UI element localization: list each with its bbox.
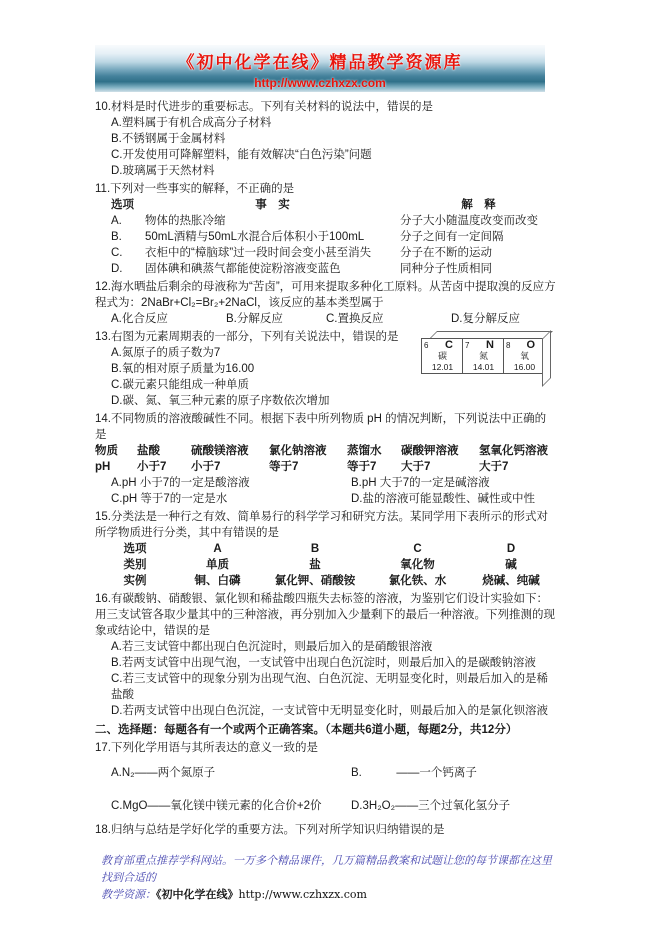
cell: pH <box>95 461 111 473</box>
site-footer <box>95 852 557 903</box>
cell: 氯化铁、水 <box>388 575 447 587</box>
section-2-heading: 二、选择题：每题各有一个或两个正确答案。（本题共6道小题，每题2分，共12分） <box>95 724 518 736</box>
figure-3d-side-face <box>542 330 551 387</box>
header-option: 选项 <box>111 199 134 211</box>
question-17 <box>95 740 557 814</box>
question-14-table <box>95 443 557 475</box>
row-fact: 固体碘和碘蒸气都能使淀粉溶液变蓝色 <box>145 263 341 275</box>
question-11-stem: 11.下列对一些事实的解释，不正确的是 <box>95 183 295 195</box>
question-10-option-b: B.不锈钢属于金属材料 <box>111 133 226 145</box>
question-18-stem: 18.归纳与总结是学好化学的重要方法。下列对所学知识归纳错误的是 <box>95 824 445 836</box>
element-cells <box>421 338 545 374</box>
cell: 选项 <box>123 543 147 555</box>
row-option: A. <box>111 215 122 227</box>
atomic-number: 7 <box>465 341 470 350</box>
cell: 氯化钾、硝酸铵 <box>274 575 356 587</box>
question-11 <box>95 181 557 277</box>
cell: 硫酸镁溶液 <box>191 445 249 457</box>
atomic-mass: 14.01 <box>472 362 495 372</box>
question-17-option-d: D.3H₂O₂——三个过氧化氢分子 <box>351 800 511 812</box>
element-name: 氮 <box>478 351 488 361</box>
site-banner <box>95 45 545 92</box>
question-13-option-c: C.碳元素只能组成一种单质 <box>111 379 249 391</box>
question-16-option-b: B.若两支试管中出现气泡，一支试管中出现白色沉淀时，则最后加入的是碳酸钠溶液 <box>111 657 536 669</box>
question-18 <box>95 822 557 838</box>
question-11-table <box>95 197 557 277</box>
cell: 等于7 <box>269 461 299 473</box>
question-15 <box>95 509 557 589</box>
row-explain: 分子大小随温度改变而改变 <box>400 215 538 227</box>
element-cell-carbon <box>422 339 463 373</box>
element-symbol: N <box>486 339 494 351</box>
header-fact: 事 实 <box>255 199 290 211</box>
question-12-option-a: A.化合反应 <box>111 313 168 325</box>
question-14-option-b: B.pH 大于7的一定是碱溶液 <box>351 477 490 489</box>
cell: 小于7 <box>137 461 167 473</box>
question-13 <box>95 329 557 409</box>
cell: 实例 <box>123 575 147 587</box>
question-16-option-c: C.若三支试管中的现象分别为出现气泡、白色沉淀、无明显变化时，则最后加入的是稀盐酸 <box>111 673 548 701</box>
footer-line-2 <box>101 886 557 903</box>
row-option: D. <box>111 263 123 275</box>
row-explain: 分子在不断的运动 <box>400 247 492 259</box>
question-16-option-d: D.若两支试管中出现白色沉淀，一支试管中无明显变化时，则最后加入的是氯化钡溶液 <box>111 705 548 717</box>
banner-title: 《初中化学在线》精品教学资源库 <box>177 53 463 73</box>
footer-line-1: 教育部重点推荐学科网站。一万多个精品课件，几万篇精品教案和试题让您的每节课都在这里找到合适的 <box>101 854 552 884</box>
footer-site-url: http://www.czhxzx.com <box>238 888 367 901</box>
atomic-mass: 12.01 <box>431 362 454 372</box>
row-explain: 分子之间有一定间隔 <box>400 231 504 243</box>
element-cell-nitrogen <box>463 339 504 373</box>
cell: 碳酸钾溶液 <box>401 445 459 457</box>
question-12-option-d: D.复分解反应 <box>451 313 520 325</box>
banner-url: http://www.czhxzx.com <box>254 76 386 90</box>
atomic-mass: 16.00 <box>513 362 536 372</box>
cell: 氯化钠溶液 <box>269 445 327 457</box>
row-option: B. <box>111 231 122 243</box>
question-14-option-a: A.pH 小于7的一定是酸溶液 <box>111 477 250 489</box>
cell: 大于7 <box>401 461 431 473</box>
question-12-stem: 12.海水晒盐后剩余的母液称为“苦卤”，可用来提取多种化工原料。从苦卤中提取溴的反应方程式为：2NaBr+Cl₂=Br₂+2NaCl，该反应的基本类型属于 <box>95 281 556 309</box>
table-row-option <box>95 541 557 557</box>
question-12-option-b: B.分解反应 <box>226 313 283 325</box>
periodic-table-figure <box>421 331 551 393</box>
row-fact: 50mL酒精与50mL水混合后体积小于100mL <box>145 231 365 243</box>
question-17-option-c: C.MgO——氧化镁中镁元素的化合价+2价 <box>111 800 322 812</box>
question-14-options-row1 <box>95 475 557 491</box>
table-row-category <box>95 557 557 573</box>
cell: 盐 <box>309 559 321 571</box>
question-17-option-b: B. ——一个钙离子 <box>351 767 477 779</box>
cell: 氢氧化钙溶液 <box>479 445 548 457</box>
cell: 蒸馏水 <box>347 445 382 457</box>
question-13-option-d: D.碳、氮、氧三种元素的原子序数依次增加 <box>111 395 330 407</box>
row-fact: 衣柜中的“樟脑球”过一段时间会变小甚至消失 <box>145 247 372 259</box>
exam-content <box>95 99 557 903</box>
question-17-option-a: A.N₂——两个氮原子 <box>111 767 216 779</box>
atomic-number: 6 <box>424 341 429 350</box>
footer-site-name: 《初中化学在线》 <box>156 888 239 901</box>
table-row <box>111 261 557 277</box>
element-cell-line <box>506 340 543 351</box>
cell: 物质 <box>95 445 118 457</box>
element-symbol: C <box>445 339 453 351</box>
question-12-option-c: C.置换反应 <box>326 313 384 325</box>
cell: 小于7 <box>191 461 221 473</box>
cell: 氧化物 <box>400 559 435 571</box>
table-row-ph <box>95 459 557 475</box>
question-14-stem: 14.不同物质的溶液酸碱性不同。根据下表中所列物质 pH 的情况判断，下列说法中正确的是 <box>95 413 547 441</box>
element-name: 氧 <box>519 351 529 361</box>
element-name: 碳 <box>437 351 447 361</box>
question-14-option-c: C.pH 等于7的一定是水 <box>111 493 228 505</box>
table-row-substances <box>95 443 557 459</box>
row-explain: 同种分子性质相同 <box>400 263 492 275</box>
cell: B <box>310 543 320 555</box>
cell: 等于7 <box>347 461 377 473</box>
atomic-number: 8 <box>506 341 511 350</box>
cell: A <box>213 543 222 555</box>
question-17-stem: 17.下列化学用语与其所表达的意义一致的是 <box>95 742 318 754</box>
question-16-stem: 16.有碳酸钠、硝酸银、氯化钡和稀盐酸四瓶失去标签的溶液，为鉴别它们设计实验如下：用三支试管各取少量其中的三种溶液，再分别加入少量剩下的最后一种溶液。下列推测的现象或结论中，错误的是 <box>95 593 555 637</box>
question-12 <box>95 279 557 327</box>
cell: 碱 <box>505 559 517 571</box>
question-13-option-b: B.氧的相对原子质量为16.00 <box>111 363 255 375</box>
question-10-option-c: C.开发使用可降解塑料，能有效解决“白色污染”问题 <box>111 149 372 161</box>
cell: 大于7 <box>479 461 509 473</box>
question-10-stem: 10.材料是时代进步的重要标志。下列有关材料的说法中，错误的是 <box>95 101 433 113</box>
element-cell-line <box>465 340 502 351</box>
footer-line-2-prefix: 教学资源： <box>101 888 156 901</box>
cell: 盐酸 <box>137 445 160 457</box>
question-14-option-d: D.盐的溶液可能显酸性、碱性或中性 <box>351 493 535 505</box>
question-14-options-row2 <box>95 491 557 507</box>
element-cell-line <box>424 340 461 351</box>
document <box>95 45 557 903</box>
table-row-examples <box>95 573 557 589</box>
row-fact: 物体的热胀冷缩 <box>145 215 226 227</box>
question-10-option-a: A.塑料属于有机合成高分子材料 <box>111 117 272 129</box>
cell: D <box>506 543 516 555</box>
row-option: C. <box>111 247 123 259</box>
table-row <box>111 213 557 229</box>
table-row <box>111 229 557 245</box>
table-row <box>111 245 557 261</box>
question-16 <box>95 591 557 719</box>
cell: 类别 <box>123 559 147 571</box>
question-17-options-row1 <box>95 765 557 781</box>
table-header-row <box>111 197 557 213</box>
element-cell-oxygen <box>504 339 544 373</box>
question-15-table <box>95 541 557 589</box>
element-symbol: O <box>526 339 535 351</box>
question-13-stem: 13.右图为元素周期表的一部分，下列有关说法中，错误的是 <box>95 331 399 343</box>
question-12-options <box>95 311 557 327</box>
question-13-option-a: A.氮原子的质子数为7 <box>111 347 221 359</box>
header-explain: 解 释 <box>461 199 496 211</box>
question-10 <box>95 99 557 179</box>
question-17-options-row2 <box>95 798 557 814</box>
question-14 <box>95 411 557 507</box>
question-15-stem: 15.分类法是一种行之有效、简单易行的科学学习和研究方法。某同学用下表所示的形式对所学物质进行分类，其中有错误的是 <box>95 511 548 539</box>
cell: 烧碱、纯碱 <box>482 575 540 587</box>
cell: C <box>413 543 422 555</box>
cell: 单质 <box>206 559 229 571</box>
cell: 铜、白磷 <box>194 575 241 587</box>
question-16-option-a: A.若三支试管中都出现白色沉淀时，则最后加入的是硝酸银溶液 <box>111 641 433 653</box>
question-10-option-d: D.玻璃属于天然材料 <box>111 165 215 177</box>
